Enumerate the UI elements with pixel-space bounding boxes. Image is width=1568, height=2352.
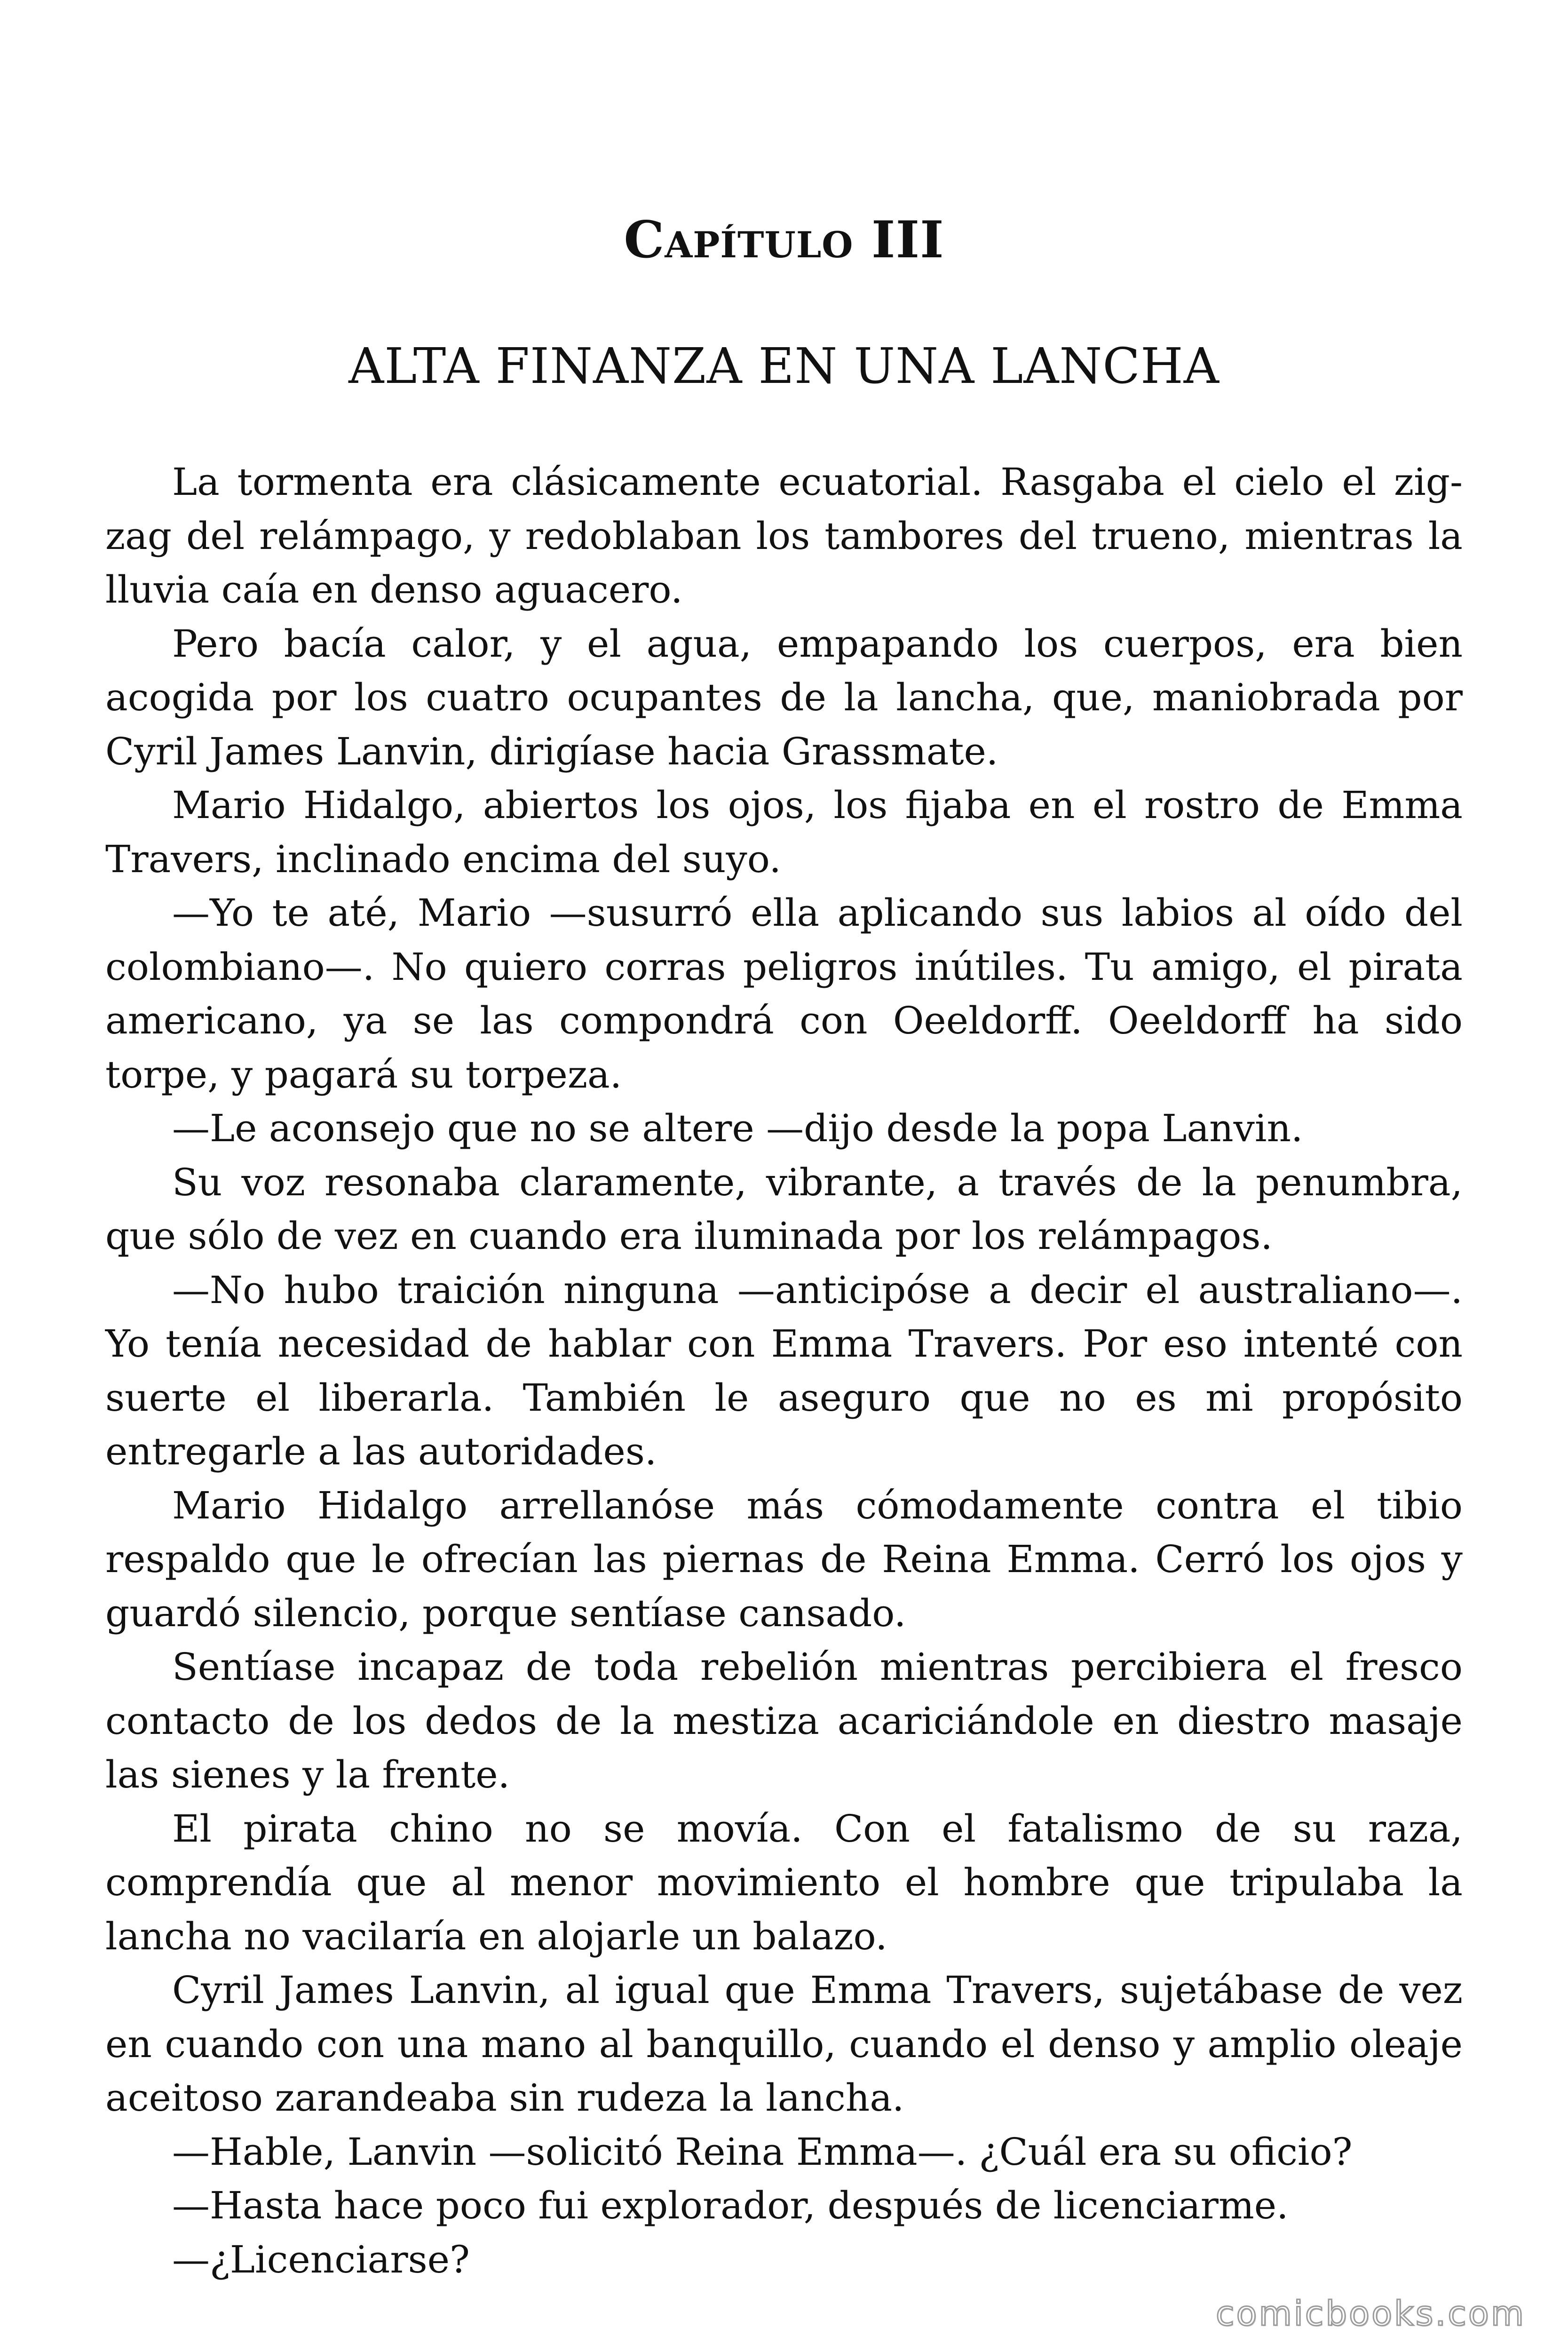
chapter-number: Capítulo III (624, 210, 944, 270)
paragraph: Sentíase incapaz de toda rebelión mientras percibiera el fresco contacto de los dedos de la mestiza acariciándole en diestro masaje las sienes y la frente. (105, 1645, 1463, 1796)
site-watermark: comicbooks.com (1215, 2294, 1526, 2333)
paragraph: Pero bacía calor, y el agua, empapando los cuerpos, era bien acogida por los cuatro ocupantes de la lancha, que, maniobrada por Cyril James Lanvin, dirigíase hacia Grassmate. (105, 621, 1463, 773)
paragraph: Su voz resonaba claramente, vibrante, a través de la penumbra, que sólo de vez en cuando era iluminada por los relámpagos. (105, 1160, 1463, 1258)
paragraph: —¿Licenciarse? (172, 2237, 470, 2281)
paragraph: El pirata chino no se movía. Con el fatalismo de su raza, comprendía que al menor movimiento el hombre que tripulaba la lancha no vacilaría en alojarle un balazo. (105, 1806, 1463, 1958)
paragraph: —Hasta hace poco fui explorador, después de licenciarme. (172, 2184, 1289, 2227)
paragraph: Mario Hidalgo arrellanóse más cómodamente contra el tibio respaldo que le ofrecían las piernas de Reina Emma. Cerró los ojos y guardó silencio, porque sentíase cansado. (105, 1483, 1463, 1635)
paragraph: —No hubo traición ninguna —anticipóse a decir el australiano—. Yo tenía necesidad de hablar con Emma Travers. Por eso intenté con suerte el liberarla. También le aseguro que no es mi propósito entregarle a las autoridades. (105, 1268, 1463, 1473)
paragraph: Cyril James Lanvin, al igual que Emma Travers, sujetábase de vez en cuando con una mano al banquillo, cuando el denso y amplio oleaje aceitoso zarandeaba sin rudeza la lancha. (105, 1968, 1463, 2120)
paragraph: —Le aconsejo que no se altere —dijo desde la popa Lanvin. (172, 1106, 1303, 1150)
paragraph: Mario Hidalgo, abiertos los ojos, los fijaba en el rostro de Emma Travers, inclinado encima del suyo. (105, 783, 1463, 881)
paragraph: —Yo te até, Mario —susurró ella aplicando sus labios al oído del colombiano—. No quiero corras peligros inútiles. Tu amigo, el pirata americano, ya se las compondrá con Oeeldorff. Oeeldorff ha sido torpe, y pagará su torpeza. (105, 891, 1463, 1097)
paragraph: —Hable, Lanvin —solicitó Reina Emma—. ¿Cuál era su oficio? (172, 2130, 1353, 2174)
paragraph: La tormenta era clásicamente ecuatorial. Rasgaba el cielo el zig-zag del relámpago, y redoblaban los tambores del trueno, mientras la lluvia caía en denso aguacero. (105, 460, 1463, 612)
chapter-body (105, 455, 1463, 2287)
chapter-title: ALTA FINANZA EN UNA LANCHA (348, 337, 1220, 395)
